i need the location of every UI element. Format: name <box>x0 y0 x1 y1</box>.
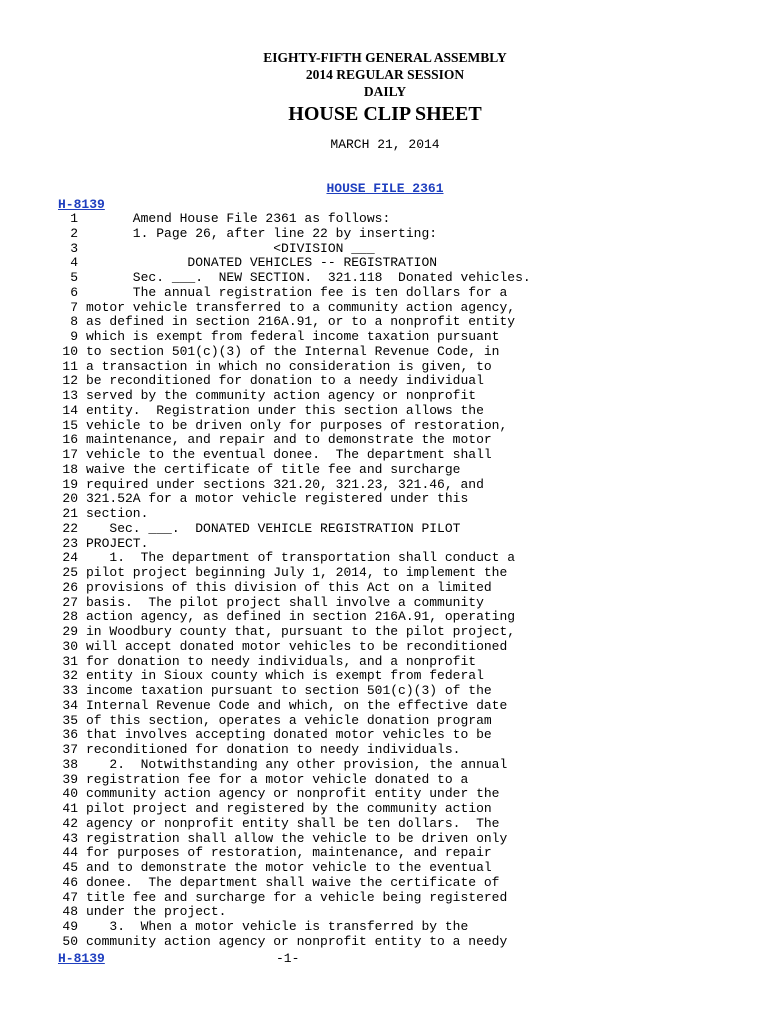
line-text: for donation to needy individuals, and a nonprofit <box>86 653 477 669</box>
line-number: 40 <box>62 786 78 802</box>
text-line <box>58 315 758 330</box>
text-line <box>58 419 758 434</box>
line-number: 15 <box>62 417 78 433</box>
line-text: Sec. ___. NEW SECTION. 321.118 Donated vehicles. <box>86 270 531 285</box>
line-number: 11 <box>62 358 78 374</box>
line-text: vehicle to be driven only for purposes of restoration, <box>86 417 508 433</box>
line-text: basis. The pilot project shall involve a community <box>86 594 484 610</box>
line-number: 45 <box>62 860 78 875</box>
text-line <box>58 448 758 463</box>
line-text: pilot project and registered by the community action <box>86 801 492 816</box>
line-number: 50 <box>62 933 78 949</box>
text-line <box>58 345 758 360</box>
line-number: 5 <box>70 270 78 285</box>
text-line <box>58 581 758 596</box>
text-line <box>58 404 758 419</box>
line-text: entity in Sioux county which is exempt from federal <box>86 668 484 684</box>
page-title: HOUSE CLIP SHEET <box>288 103 482 125</box>
text-line <box>58 787 758 802</box>
page-number: -1- <box>276 951 300 966</box>
line-text: Internal Revenue Code and which, on the effective date <box>86 697 508 713</box>
text-line <box>58 669 758 684</box>
line-text: and to demonstrate the motor vehicle to the eventual <box>86 860 492 875</box>
line-number: 25 <box>62 565 78 580</box>
line-number: 30 <box>62 638 78 654</box>
text-line <box>58 817 758 832</box>
sheet-date: MARCH 21, 2014 <box>330 137 440 152</box>
text-line <box>58 832 758 847</box>
line-text: be reconditioned for donation to a needy individual <box>86 373 484 389</box>
line-text: entity. Registration under this section allows the <box>86 402 484 418</box>
text-line <box>58 610 758 625</box>
line-text: community action agency or nonprofit entity to a needy <box>86 933 508 949</box>
text-line <box>58 271 758 286</box>
text-line <box>58 360 758 375</box>
line-number: 42 <box>62 815 78 831</box>
line-number: 27 <box>62 594 78 610</box>
line-number: 13 <box>62 388 78 403</box>
text-line <box>58 728 758 743</box>
line-text: PROJECT. <box>86 535 149 551</box>
line-number: 32 <box>62 668 78 684</box>
line-text: a transaction in which no consideration is given, to <box>86 358 492 374</box>
line-number: 6 <box>70 284 78 300</box>
text-line <box>58 684 758 699</box>
line-text: maintenance, and repair and to demonstrate the motor <box>86 432 492 448</box>
text-line <box>58 551 758 566</box>
line-number: 2 <box>70 225 78 241</box>
text-line <box>58 227 758 242</box>
line-number: 18 <box>62 461 78 477</box>
text-line <box>58 492 758 507</box>
text-line <box>58 537 758 552</box>
line-text: The annual registration fee is ten dollars for a <box>86 284 508 300</box>
line-number: 21 <box>62 506 78 521</box>
text-line <box>58 758 758 773</box>
line-text: which is exempt from federal income taxation pursuant <box>86 329 500 344</box>
line-number: 49 <box>62 919 78 934</box>
text-line <box>58 507 758 522</box>
text-line <box>58 714 758 729</box>
line-number: 29 <box>62 624 78 639</box>
line-number: 39 <box>62 771 78 787</box>
line-number: 26 <box>62 579 78 595</box>
line-number: 10 <box>62 343 78 359</box>
line-number: 43 <box>62 830 78 846</box>
bill-link[interactable]: HOUSE FILE 2361 <box>326 181 444 196</box>
line-text: under the project. <box>86 904 227 920</box>
text-line <box>58 330 758 345</box>
line-text: 2. Notwithstanding any other provision, the annual <box>86 756 508 772</box>
line-number: 34 <box>62 697 78 713</box>
line-text: community action agency or nonprofit entity under the <box>86 786 500 802</box>
line-text: registration fee for a motor vehicle donated to a <box>86 771 469 787</box>
line-text: provisions of this division of this Act on a limited <box>86 579 492 595</box>
text-line <box>58 374 758 389</box>
line-number: 48 <box>62 904 78 920</box>
text-line <box>58 256 758 271</box>
text-line <box>58 301 758 316</box>
line-text: will accept donated motor vehicles to be reconditioned <box>86 638 508 654</box>
text-line <box>58 463 758 478</box>
line-text: served by the community action agency or nonprofit <box>86 388 477 403</box>
line-text: 321.52A for a motor vehicle registered under this <box>86 491 469 507</box>
line-text: registration shall allow the vehicle to be driven only <box>86 830 508 846</box>
session-heading: 2014 REGULAR SESSION <box>305 67 465 82</box>
text-line <box>58 773 758 788</box>
text-line <box>58 861 758 876</box>
text-line <box>58 433 758 448</box>
line-number: 8 <box>70 314 78 330</box>
line-number: 41 <box>62 801 78 816</box>
text-line <box>58 699 758 714</box>
text-line <box>58 478 758 493</box>
line-number: 17 <box>62 447 78 462</box>
daily-heading: DAILY <box>363 84 407 99</box>
text-line <box>58 389 758 404</box>
text-line <box>58 920 758 935</box>
line-text: waive the certificate of title fee and surcharge <box>86 461 461 477</box>
line-text: to section 501(c)(3) of the Internal Revenue Code, in <box>86 343 500 359</box>
text-line <box>58 802 758 817</box>
line-text: required under sections 321.20, 321.23, 321.46, and <box>86 476 484 492</box>
line-text: 1. Page 26, after line 22 by inserting: <box>86 225 438 241</box>
amendment-text <box>58 212 758 950</box>
text-line <box>58 655 758 670</box>
line-text: donee. The department shall waive the certificate of <box>86 874 500 890</box>
line-number: 37 <box>62 742 78 757</box>
text-line <box>58 286 758 301</box>
line-text: Amend House File 2361 as follows: <box>86 211 391 226</box>
text-line <box>58 891 758 906</box>
line-number: 38 <box>62 756 78 772</box>
text-line <box>58 522 758 537</box>
line-text: as defined in section 216A.91, or to a nonprofit entity <box>86 314 516 330</box>
line-number: 19 <box>62 476 78 492</box>
line-number: 46 <box>62 874 78 890</box>
line-text: that involves accepting donated motor vehicles to be <box>86 727 492 743</box>
line-text: of this section, operates a vehicle donation program <box>86 712 492 728</box>
line-number: 9 <box>70 329 78 344</box>
line-text: vehicle to the eventual donee. The department shall <box>86 447 492 462</box>
line-text: for purposes of restoration, maintenance, and repair <box>86 845 492 861</box>
line-number: 16 <box>62 432 78 448</box>
line-number: 14 <box>62 402 78 418</box>
line-number: 31 <box>62 653 78 669</box>
line-number: 36 <box>62 727 78 743</box>
text-line <box>58 242 758 257</box>
line-text: income taxation pursuant to section 501(c)(3) of the <box>86 683 492 698</box>
line-text: 3. When a motor vehicle is transferred by the <box>86 919 469 934</box>
line-text: 1. The department of transportation shall conduct a <box>86 550 516 566</box>
line-text: motor vehicle transferred to a community action agency, <box>86 299 516 315</box>
line-number: 33 <box>62 683 78 698</box>
text-line <box>58 905 758 920</box>
line-number: 3 <box>70 240 78 256</box>
amendment-link-bottom[interactable]: H-8139 <box>58 951 105 966</box>
text-line <box>58 212 758 227</box>
line-text: in Woodbury county that, pursuant to the pilot project, <box>86 624 516 639</box>
line-text: <DIVISION ___ <box>86 240 375 256</box>
line-number: 35 <box>62 712 78 728</box>
line-number: 22 <box>62 520 78 536</box>
text-line <box>58 566 758 581</box>
line-number: 47 <box>62 889 78 905</box>
text-line <box>58 743 758 758</box>
line-number: 20 <box>62 491 78 507</box>
amendment-link-top[interactable]: H-8139 <box>58 197 105 212</box>
line-number: 7 <box>70 299 78 315</box>
text-line <box>58 640 758 655</box>
assembly-heading: EIGHTY-FIFTH GENERAL ASSEMBLY <box>263 50 507 65</box>
line-number: 44 <box>62 845 78 861</box>
text-line <box>58 596 758 611</box>
line-number: 1 <box>70 211 78 226</box>
line-text: section. <box>86 506 149 521</box>
text-line <box>58 846 758 861</box>
line-number: 24 <box>62 550 78 566</box>
line-number: 28 <box>62 609 78 625</box>
line-text: title fee and surcharge for a vehicle being registered <box>86 889 508 905</box>
line-text: agency or nonprofit entity shall be ten dollars. The <box>86 815 500 831</box>
line-text: Sec. ___. DONATED VEHICLE REGISTRATION PILOT <box>86 520 461 536</box>
text-line <box>58 625 758 640</box>
line-text: pilot project beginning July 1, 2014, to implement the <box>86 565 508 580</box>
text-line <box>58 935 758 950</box>
text-line <box>58 876 758 891</box>
line-text: DONATED VEHICLES -- REGISTRATION <box>86 255 438 271</box>
line-number: 4 <box>70 255 78 271</box>
line-text: action agency, as defined in section 216A.91, operating <box>86 609 516 625</box>
line-text: reconditioned for donation to needy individuals. <box>86 742 461 757</box>
line-number: 23 <box>62 535 78 551</box>
line-number: 12 <box>62 373 78 389</box>
